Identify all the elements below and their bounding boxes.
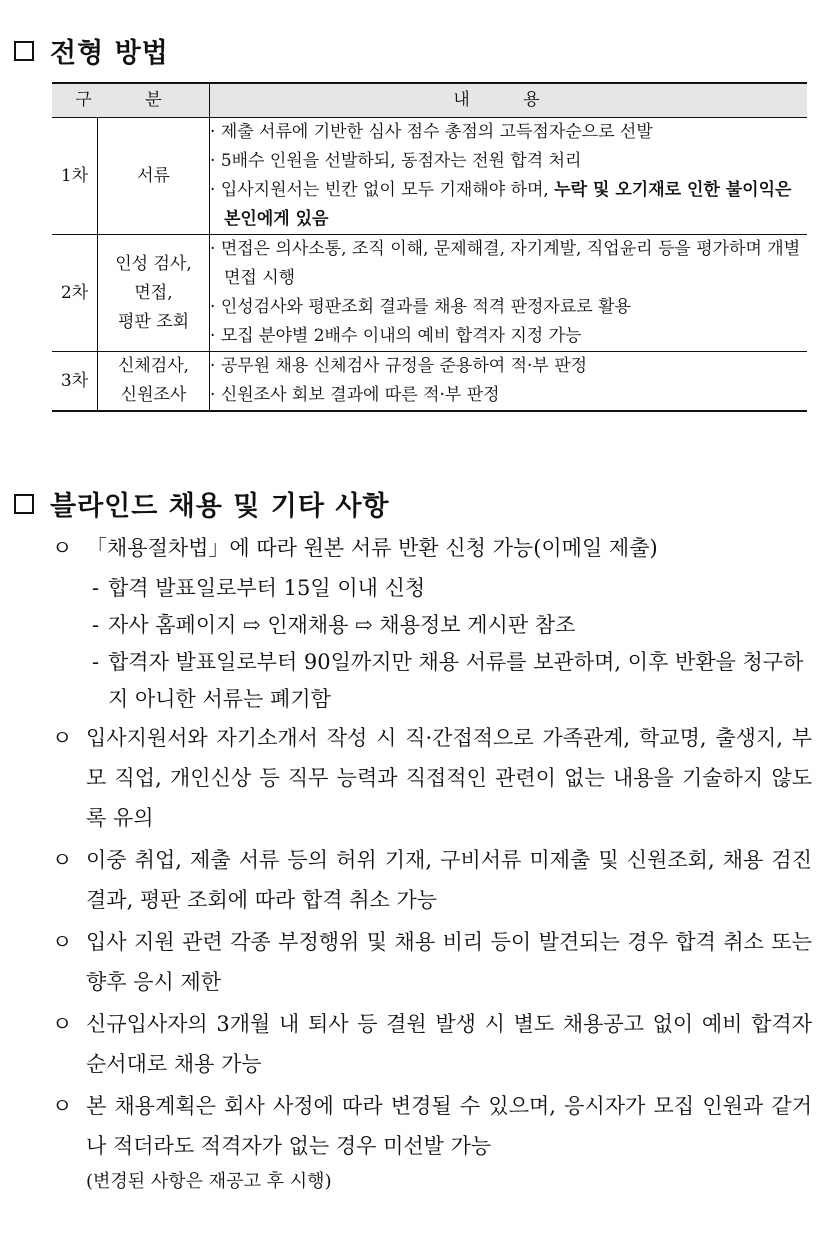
notes-list: [52, 528, 812, 1200]
content-cell: [210, 235, 808, 352]
checkbox-square-icon: [14, 41, 34, 61]
bullet-icon: ㅇ: [52, 848, 73, 872]
sub-item: - 자사 홈페이지 ⇨ 인재채용 ⇨ 채용정보 게시판 참조: [92, 613, 576, 637]
list-item: · 공무원 채용 신체검사 규정을 준용하여 적·부 판정: [210, 356, 588, 376]
list-item: ㅇ 「채용절차법」에 따라 원본 서류 반환 신청 가능(이메일 제출): [52, 528, 812, 568]
header-content: 내 용: [210, 83, 808, 118]
table-header-row: [52, 83, 807, 118]
kind-cell: 서류: [98, 118, 210, 235]
sub-item: - 합격 발표일로부터 15일 이내 신청: [92, 576, 426, 600]
checkbox-square-icon: [14, 494, 34, 514]
selection-table: [52, 82, 807, 412]
list-item: · 제출 서류에 기반한 심사 점수 총점의 고득점자순으로 선발: [210, 122, 653, 142]
kind-cell: 신체검사, 신원조사: [98, 352, 210, 412]
header-category: 구 분: [52, 83, 210, 118]
stage-cell: 3차: [52, 352, 98, 412]
kind-cell: 인성 검사, 면접, 평판 조회: [98, 235, 210, 352]
bullet-icon: ㅇ: [52, 726, 73, 750]
section-heading-selection: [14, 31, 169, 70]
table-row: [52, 118, 807, 235]
list-item: · 입사지원서는 빈칸 없이 모두 기재해야 하며, 누락 및 오기재로 인한 불이익은 본인에게 있음: [210, 180, 792, 229]
content-cell: [210, 118, 808, 235]
list-item: ㅇ 본 채용계획은 회사 사정에 따라 변경될 수 있으며, 응시자가 모집 인원과 같거나 적더라도 적격자가 없는 경우 미선발 가능 (변경된 사항은 재공고 후 시행): [52, 1086, 812, 1198]
list-item: · 면접은 의사소통, 조직 이해, 문제해결, 자기계발, 직업윤리 등을 평가하며 개별 면접 시행: [210, 239, 801, 288]
list-item: · 인성검사와 평판조회 결과를 채용 적격 판정자료로 활용: [210, 297, 631, 317]
bullet-icon: ㅇ: [52, 1012, 73, 1036]
stage-cell: 1차: [52, 118, 98, 235]
list-item: ㅇ 신규입사자의 3개월 내 퇴사 등 결원 발생 시 별도 채용공고 없이 예비 합격자 순서대로 채용 가능: [52, 1004, 812, 1084]
bullet-icon: ㅇ: [52, 930, 73, 954]
list-item: · 신원조사 회보 결과에 따른 적·부 판정: [210, 385, 500, 405]
list-item: · 모집 분야별 2배수 이내의 예비 합격자 지정 가능: [210, 326, 582, 346]
bullet-icon: ㅇ: [52, 1094, 73, 1118]
section-title: 전형 방법: [50, 38, 169, 69]
section-title: 블라인드 채용 및 기타 사항: [50, 491, 390, 522]
bold-notice: 누락 및 오기재로 인한 불이익은 본인에게 있음: [224, 180, 792, 229]
list-item: ㅇ 입사 지원 관련 각종 부정행위 및 채용 비리 등이 발견되는 경우 합격 취소 또는 향후 응시 제한: [52, 922, 812, 1002]
content-cell: [210, 352, 808, 412]
stage-cell: 2차: [52, 235, 98, 352]
footnote: (변경된 사항은 재공고 후 시행): [86, 1171, 332, 1192]
sub-item: - 합격자 발표일로부터 90일까지만 채용 서류를 보관하며, 이후 반환을 청구하지 아니한 서류는 폐기함: [92, 650, 804, 711]
bullet-icon: ㅇ: [52, 536, 73, 560]
table-row: [52, 235, 807, 352]
list-item: ㅇ 입사지원서와 자기소개서 작성 시 직·간접적으로 가족관계, 학교명, 출생지, 부모 직업, 개인신상 등 직무 능력과 직접적인 관련이 없는 내용을 기술하지 않도록 유의: [52, 718, 812, 838]
list-item: ㅇ 이중 취업, 제출 서류 등의 허위 기재, 구비서류 미제출 및 신원조회, 채용 검진 결과, 평판 조회에 따라 합격 취소 가능: [52, 840, 812, 920]
table-row: [52, 352, 807, 412]
section-heading-blind-hiring: [14, 484, 390, 523]
list-item: · 5배수 인원을 선발하되, 동점자는 전원 합격 처리: [210, 151, 582, 171]
